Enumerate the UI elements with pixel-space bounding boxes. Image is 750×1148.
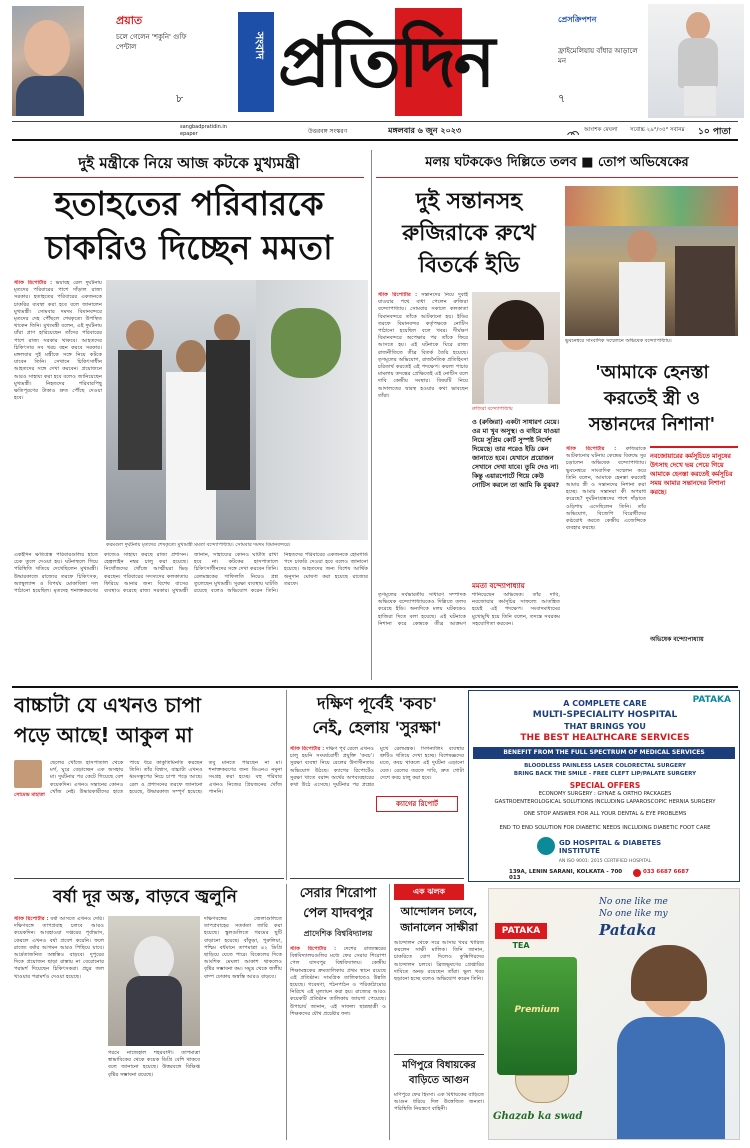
tea-tagline-3: Pataka — [599, 921, 657, 939]
hospital-ad-offer-2: GASTROENTEROLOGICAL SOLUTIONS INCLUDING LAPAROSCOPIC HERNIA SURGERY — [494, 799, 716, 805]
univ-subhead: প্রাদেশিক বিশ্ববিদ্যালয় — [303, 929, 373, 938]
tea-slogan: Ghazab ka swad — [493, 1111, 583, 1122]
hospital-ad-offer-1: ECONOMY SURGERY : GYNAE & ORTHO PACKAGES — [538, 791, 672, 797]
lead-body-cols: একইদিন ক্ষতিগ্রস্ত পরিবারগুলির হাতে চেক তুলে দেওয়া হয়। ঘটনাস্থলে গিয়ে পরিস্থিতি খতিয়ে দেখেছিলেন মুখ্যমন্ত্রী। উদ্ধারকাজে রাজ্যের তরফে চিকিৎসক, অ্যাম্বুল্যান্স ও বিপর্যয় মোকাবিলা দল পাঠানো হয়েছিল। মৃতদেহ শনাক্তকরণের কাজেও সাহায্য করছে রাজ্য প্রশাসন। হেল্পলাইন নম্বর চালু করা হয়েছে। নিখোঁজদের খোঁজে আত্মীয়রা ভিড় করছেন। পরিবারের সদস্যদের কলকাতায় ফিরিয়ে আনার জন্য বিশেষ বাসের ব্যবস্থাও করেছে রাজ্য সরকার। মুখ্যমন্ত্রী জানান, সাহায্যের কোনও ঘাটতি রাখা হবে না। কটকের হাসপাতালে চিকিৎসাধীনদের সঙ্গে দেখা করবেন তিনি। রেলমন্ত্রকের গাফিলতি নিয়েও প্রশ্ন তুলেছেন মুখ্যমন্ত্রী। সুরক্ষা ব্যবস্থায় ঘাটতি রয়েছে বলেও অভিযোগ করেন তিনি। নিহতদের পরিবারের একজনকে হোমগার্ড পদে চাকরি দেওয়া হবে বলেও জানানো হয়েছে। আহতদের জন্য বিশেষ আর্থিক অনুদান ঘোষণা করা হয়েছে রাজ্যের তরফে। — [14, 552, 368, 595]
kavach-bottom-rule — [290, 878, 464, 879]
ed-kicker: মলয় ঘটককেও দিল্লিতে তলব ■ তোপ অভিষেকের — [425, 155, 689, 170]
kavach-box — [376, 796, 458, 812]
brief-headline-3: মণিপুরে বিধায়কের — [402, 1060, 476, 1071]
weather-photo — [108, 916, 200, 1046]
cloud-icon — [566, 125, 580, 135]
left-promo-page: ৮ — [176, 92, 184, 105]
hospital-ad-brand: PATAKA — [692, 695, 731, 705]
tea-ad[interactable] — [488, 888, 740, 1140]
kavach-headline-line-1: দক্ষিণ পূর্বেই 'কবচ' — [317, 694, 437, 713]
info-bar-top-rule — [12, 121, 738, 122]
masthead — [0, 0, 750, 150]
ed-body-col-1: স্টাফ রিপোর্টার : সন্তানদের নিয়ে দুবাই যাওয়ার পথে বাধা পেলেন রুজিরা বন্দ্যোপাধ্যায়। সোমবার সকালে কলকাতা বিমানবন্দরে তাঁকে আটকানো হয়। ইডির তরফে বিমানবন্দর কর্তৃপক্ষকে নোটিস পাঠানো হয়েছিল বলে খবর। দীর্ঘক্ষণ বিমানবন্দরে অপেক্ষার পর তাঁকে ফিরে আসতে হয়। এই ঘটনাকে ঘিরে রাজ্য রাজনীতিতে তীব্র বিতর্ক তৈরি হয়েছে। তৃণমূলের অভিযোগ, রাজনৈতিক প্রতিহিংসা চরিতার্থ করতেই এই পদক্ষেপ। কয়লা পাচার মামলায় তদন্তের প্রেক্ষিতেই এই নোটিস বলে দাবি কেন্দ্রীয় সংস্থার। বিষয়টি নিয়ে আদালতের দ্বারস্থ হওয়ার কথা ভাবছেন তাঁরা। — [378, 292, 468, 399]
weather-body-3: দক্ষিণবঙ্গের জেলাগুলিতে তাপপ্রবাহের সতর্কতা জারি করা হয়েছে। স্কুলগুলিতে গরমের ছুটি বাড়ানো হয়েছে। বাঁকুড়া, পুরুলিয়া, পশ্চিম বর্ধমানে তাপমাত্রা ৪২ ডিগ্রি ছাড়িয়ে যেতে পারে। বিকেলের দিকে আংশিক মেঘলা আকাশ থাকলেও বৃষ্টির সম্ভাবনা কম। সমুদ্র থেকে জলীয় বাষ্প ঢোকায় অস্বস্তি আরও বাড়বে। — [204, 916, 282, 980]
bottom-divider-3 — [389, 884, 390, 1140]
hospital-ad-offers: SPECIAL OFFERS — [569, 781, 641, 790]
temperature: সর্বোচ্চ ২৯°/৩৫° সর্বনিম্ন — [630, 127, 685, 133]
edition: উত্তরবঙ্গ সংস্করণ — [308, 128, 348, 135]
hospital-ad-cert: AN ISO 9001: 2015 CERTIFIED HOSPITAL — [558, 859, 652, 864]
hospital-ad-name: GD HOSPITAL & DIABETES INSTITUTE — [559, 839, 662, 855]
tea-cup-icon — [515, 1075, 569, 1103]
kavach-box-text: ক্যাগের রিপোর্ট — [396, 800, 438, 808]
column-divider — [371, 150, 372, 680]
tea-tagline-1: No one like me — [599, 897, 668, 907]
univ-body: স্টাফ রিপোর্টার : দেশের রাজ্যস্তরের বিশ্ববিদ্যালয়গুলির মধ্যে ফের সেরার শিরোপা পেল যাদবপুর বিশ্ববিদ্যালয়। কেন্দ্রীয় শিক্ষামন্ত্রকের ক্রমতালিকায় প্রথম স্থানে রয়েছে এই প্রতিষ্ঠান। সামগ্রিক তালিকাতেও উন্নতি হয়েছে। গবেষণা, পঠনপাঠন ও পরিকাঠামোর নিরিখে এই মূল্যায়ন করা হয়। রাজ্যের আরও কয়েকটি প্রতিষ্ঠান তালিকায় জায়গা পেয়েছে। উপাচার্য জানান, এই সাফল্য ছাত্রছাত্রী ও শিক্ষকদের যৌথ প্রচেষ্টার ফল। — [290, 946, 386, 1017]
brief-rule — [394, 1054, 484, 1055]
brief-tag-text: এক ঝলক — [412, 887, 446, 896]
reporter-photo — [14, 760, 42, 788]
website: sangbadpratidin.in epaper — [180, 124, 227, 137]
phone-icon — [633, 869, 641, 877]
tea-pack-label: Premium — [514, 1005, 560, 1015]
mother-headline-line-2: পড়ে আছে! আকুল মা — [14, 723, 193, 747]
mother-body: ছেলের খোঁজে হাসপাতাল থেকে মর্গ, ঘুরে বেড়াচ্ছেন এক অসহায় মা। দুর্ঘটনার পর কেটে গিয়েছে বেশ কয়েকদিন। এখনও সন্তানের কোনও খোঁজ নেই। উদ্ধারকারীদের হাতে পায়ে ধরে কাকুতিমিনতি করছেন তিনি। তাঁর বিশ্বাস, বাচ্চাটা এখনও ধ্বংসস্তূপের নিচে চাপা পড়ে আছে। রেল ও প্রশাসনের তরফে জানানো হয়েছে, উদ্ধারকাজ সম্পূর্ণ হয়েছে। তবু মানতে পারছেন না মা। শনাক্তকরণের জন্য ডিএনএ নমুনা সংগ্রহ করা হচ্ছে। বহু পরিবার এখনও নিজের প্রিয়জনের খোঁজ পাননি। — [50, 760, 282, 795]
abhishek-quote-line-3: সন্তানদের নিশানা' — [588, 414, 716, 435]
paper-name: প্রতিদিন — [278, 21, 494, 103]
ed-headline-line-2: রুজিরাকে রুখে — [402, 221, 536, 246]
hospital-ad-service-1: BLOODLESS PAINLESS LASER COLORECTAL SURGERY — [524, 763, 686, 769]
brief-headline-1: আন্দোলন চলবে, — [400, 905, 478, 918]
brief-headline-2: জানালেন সাক্ষীরা — [400, 921, 478, 934]
right-promo-photo — [648, 4, 744, 118]
reporter-name: সোমেন্দ্র মাহাতা — [14, 792, 45, 798]
hospital-logo-icon — [537, 837, 555, 855]
brief-body-1: আন্দোলন থেকে সরে আসার খবর খারিজ করলেন সাক্ষী মালিক। তিনি জানান, চাকরিতে যোগ দিলেও কুস্তিগিরদের আন্দোলন চলবে। ব্রিজভূষণের গ্রেপ্তারির দাবিতে অনড় রয়েছেন তাঁরা। ভুল খবর ছড়ানো হচ্ছে বলেও অভিযোগ করেন তিনি। — [394, 940, 484, 983]
univ-headline-line-1: সেরার শিরোপা — [299, 886, 377, 901]
abhishek-byline: অভিষেক বন্দ্যোপাধ্যায় — [650, 636, 704, 643]
bottom-divider-1 — [286, 690, 287, 880]
tea-brand: PATAKA — [495, 923, 547, 939]
tea-pack — [497, 957, 577, 1075]
hospital-ad-line1: A COMPLETE CARE — [563, 699, 647, 708]
hospital-ad-band — [473, 747, 735, 759]
lead-photo-caption: করমণ্ডল দুর্ঘটনায় মৃতদের শেষকৃত্যে মুখ্যমন্ত্রী মমতা বন্দ্যোপাধ্যায়। সোমবার দমদম বিমানবন্দরে। — [106, 542, 291, 548]
mamata-quote — [472, 418, 560, 578]
lead-headline-line-1: হতাহতের পরিবারকে — [54, 184, 324, 223]
ed-headline-line-1: দুই সন্তানসহ — [416, 189, 522, 214]
univ-headline-line-2: পেল যাদবপুর — [303, 906, 373, 921]
right-promo-page: ৭ — [558, 92, 566, 105]
info-bar-bottom-rule — [12, 139, 738, 141]
tea-brand-sub: TEA — [512, 941, 530, 950]
hospital-ad-offer-3: ONE STOP ANSWER FOR ALL YOUR DENTAL & EYE PROBLEMS — [523, 811, 687, 817]
hospital-ad-phone: 033 6687 6687 — [643, 869, 689, 875]
lead-photo — [106, 280, 368, 540]
page-count: ১০ পাতা — [698, 127, 731, 137]
right-promo-tag: প্রেসক্রিপশন — [558, 15, 597, 24]
mamata-quote-author: মমতা বন্দ্যোপাধ্যায় — [472, 582, 525, 590]
lead-kicker: দুই মন্ত্রীকে নিয়ে আজ কটকে মুখ্যমন্ত্রী — [78, 154, 300, 172]
weather-body-1: স্টাফ রিপোর্টার : বর্ষা আসতে এখনও দেরি। দক্ষিণবঙ্গে তাপপ্রবাহ চলবে আরও কয়েকদিন। আবহাওয়া দপ্তরের পূর্বাভাস, কেরলে এখনও বর্ষা প্রবেশ করেনি। ফলে রাজ্যে বর্ষার আগমন আরও পিছিয়ে যাবে। আর্দ্রতাজনিত অস্বস্তিও বাড়বে। দুপুরের দিকে প্রয়োজন ছাড়া রাস্তায় না বেরোনোর পরামর্শ দিয়েছেন চিকিৎসকরা। প্রচুর জল খাওয়ার পরামর্শও দেওয়া হয়েছে। — [14, 916, 104, 980]
masthead-side-tag — [238, 12, 274, 112]
abhishek-sidebar-text: নবজোয়ারের কর্মসূচিতে মানুষের উৎসাহ দেখে ভয় পেয়ে গিয়ে আমাকে হেনস্তা করতেই কর্মসূচির সময় আমার সন্তানদের নিশানা করছে। — [650, 452, 733, 496]
mother-bottom-rule — [14, 878, 284, 879]
weather-desc: আংশিক মেঘলা — [584, 127, 618, 133]
kavach-body: স্টাফ রিপোর্টার : দক্ষিণ পূর্ব রেলে এখনও চালু হয়নি সংঘর্ষরোধী প্রযুক্তি 'কবচ'। সুরক্ষা ব্যবস্থা নিয়ে রেলের উদাসীনতার অভিযোগ উঠছে। ক্যাগের রিপোর্টেও সুরক্ষা খাতে বরাদ্দ অর্থের অপব্যবহারের কথা উঠে এসেছে। দুর্ঘটনার পর প্রশ্নের মুখে রেলমন্ত্রক। সিগন্যালিং ব্যবস্থার ত্রুটিও খতিয়ে দেখা হচ্ছে। বিশেষজ্ঞদের মতে, কবচ থাকলে এই দুর্ঘটনা এড়ানো যেত। রেলের তরফে দাবি, দ্রুত গোটা দেশে কবচ চালু করা হবে। — [290, 746, 464, 789]
abhishek-quote-line-2: করতেই স্ত্রী ও — [604, 388, 700, 409]
hospital-ad-line3: THAT BRINGS YOU — [564, 722, 646, 731]
hospital-ad-line2: MULTI-SPECIALITY HOSPITAL — [532, 710, 678, 720]
left-promo-text: চলে গেলেন 'শকুনি' গুফি পেন্টাল — [116, 33, 187, 51]
rujira-photo — [472, 292, 560, 404]
rujira-photo-caption: রুজিরা বন্দ্যোপাধ্যায় — [472, 406, 513, 412]
hospital-ad[interactable] — [468, 690, 740, 882]
lead-kicker-rule — [14, 177, 364, 178]
hospital-ad-line4: THE BEST HEALTHCARE SERVICES — [520, 733, 690, 743]
ed-body-lower: তৃণমূলের সর্বভারতীয় সাধারণ সম্পাদক অভিষেক বন্দ্যোপাধ্যায়কেও দিল্লিতে তলব করেছে ইডি। অন্যদিকে মলয় ঘটককেও হাজিরা দিতে বলা হয়েছে। এই ঘটনাকে নিশানা করে কেন্দ্রকে তীব্র আক্রমণ শানিয়েছেন অভিষেক। তাঁর দাবি, নবজোয়ার কর্মসূচির সাফল্যে আতঙ্কিত হয়েই এই পদক্ষেপ। সংবাদমাধ্যমের মুখোমুখি হয়ে তিনি বলেন, তদন্তে সবরকম সহযোগিতা করবেন। — [378, 592, 560, 627]
brief-body-2: মণিপুরে ফের হিংসা। এক বিধায়কের বাড়িতে আগুন ধরিয়ে দিল উত্তেজিত জনতা। পরিস্থিতি নিয়ন্ত্রণে বাহিনী। — [394, 1092, 484, 1113]
quote-3: তুমি দেও না। কিন্তু এয়ারপোর্টে গিয়ে কেউ নোটিস করলে তা আমি কি বুঝব? — [472, 463, 560, 489]
weather-body-2: গরমে নাজেহাল শহরবাসী। তাপমাত্রা স্বাভাবিকের থেকে কয়েক ডিগ্রি বেশি থাকবে বলে জানানো হয়েছে। উত্তরবঙ্গে বিক্ষিপ্ত বৃষ্টির সম্ভাবনা রয়েছে। — [108, 1050, 200, 1078]
quote-1: ও (রুজিরা) একটা সাধারণ মেয়ে। ওর মা খুব অসুস্থ। — [472, 418, 560, 435]
abhishek-body: স্টাফ রিপোর্টার : রুজিরাকে আটকানোর ঘটনায় কেন্দ্রের বিরুদ্ধে সুর চড়ালেন অভিষেক বন্দ্যোপাধ্যায়। ভুবনেশ্বরে সাংবাদিক সম্মেলন করে তিনি বলেন, আমাকে হেনস্তা করতেই আমার স্ত্রী ও সন্তানদের নিশানা করা হচ্ছে। আমার সন্তানরা কী অপরাধ করেছে? দুর্ঘটনাগ্রস্তদের পাশে দাঁড়াতে ওড়িশায় এসেছিলেন তিনি। তাঁর অভিযোগ, বিজেপি বিরোধীদের কণ্ঠরোধ করতে কেন্দ্রীয় এজেন্সিকে ব্যবহার করছে। — [566, 446, 646, 532]
hospital-ad-band-text: BENEFIT FROM THE FULL SPECTRUM OF MEDICAL SERVICES — [503, 749, 705, 756]
hospital-ad-address: 139A, LENIN SARANI, KOLKATA - 700 013 — [509, 869, 623, 881]
abhishek-sidebar — [650, 446, 738, 632]
lead-body-col-1: স্টাফ রিপোর্টার : ভয়াবহ রেল দুর্ঘটনায় মৃতদের পরিবারের পাশে দাঁড়াল রাজ্য সরকার। হতাহতের পরিবারের একজনকে চাকরির ব্যবস্থা করা হবে বলে জানালেন মুখ্যমন্ত্রী। সোমবার দমদম বিমানবন্দরে মৃতদের দেহ পৌঁছলে শেষকৃত্যে উপস্থিত থাকেন তিনি। মুখ্যমন্ত্রী বলেন, এই দুর্ঘটনায় যাঁরা প্রাণ হারিয়েছেন তাঁদের পরিবারের পাশে রাজ্য সরকার থাকবে। আহতদের চিকিৎসার সব খরচ বহন করবে সরকার। মঙ্গলবার দুই মন্ত্রীকে সঙ্গে নিয়ে কটকে যাবেন তিনি। সেখানে চিকিৎসাধীন আহতদের সঙ্গে দেখা করবেন। প্রয়োজনে আরও সাহায্য করা হবে বলেও জানিয়েছেন মুখ্যমন্ত্রী। নিহতদের পরিবারপিছু ক্ষতিপূরণের টাকাও দ্রুত পৌঁছে দেওয়া হবে। — [14, 280, 102, 402]
quote-2: ও বাইরে যাওয়া নিয়ে সুপ্রিম কোর্ট সুস্পষ্ট নির্দেশ দিয়েছে। তার পরেও ইডি কেন জানাতে হবে। যেখানে প্রয়োজন সেখানে দেখা যাবে। — [472, 427, 560, 471]
ed-headline-line-3: বিতর্কে ইডি — [418, 253, 520, 278]
brief-tag — [394, 884, 464, 900]
abhishek-photo — [565, 186, 738, 336]
kavach-headline-line-2: নেই, হেলায় 'সুরক্ষা' — [312, 718, 442, 737]
abhishek-quote-line-1: 'আমাকে হেনস্তা — [595, 362, 709, 383]
issue-date: মঙ্গলবার ৬ জুন ২০২৩ — [388, 126, 462, 135]
brief-headline-4: বাড়িতে আগুন — [409, 1075, 469, 1086]
left-promo-photo — [12, 6, 84, 116]
bottom-divider-2 — [286, 884, 287, 1140]
right-promo-text: ফ্রাইমেলিয়ায় বাঁধার আড়ালে মন — [558, 47, 638, 65]
hospital-ad-service-2: BRING BACK THE SMILE - FREE CLEFT LIP/PALATE SURGERY — [513, 771, 697, 777]
tea-tagline-2: No one like my — [599, 909, 668, 919]
masthead-side-tag-text: সংবাদ — [253, 32, 266, 60]
weather-headline: বর্ষা দূর অস্ত, বাড়বে জ্বলুনি — [53, 887, 237, 907]
left-promo-tag: প্রয়াত — [116, 14, 143, 27]
abhishek-photo-caption: ভুবনেশ্বরে সাংবাদিক সম্মেলনে অভিষেক বন্দ্যোপাধ্যায়। — [565, 338, 672, 344]
fold-rule — [12, 686, 738, 688]
tea-model — [607, 947, 735, 1139]
lead-headline-line-2: চাকরিও দিচ্ছেন মমতা — [45, 228, 333, 267]
hospital-ad-offer-4: END TO END SOLUTION FOR DIABETIC NEEDS INCLUDING DIABETIC FOOT CARE — [499, 825, 711, 831]
ed-kicker-rule — [376, 177, 738, 178]
mother-headline-line-1: বাচ্চাটা যে এখনও চাপা — [14, 693, 201, 717]
